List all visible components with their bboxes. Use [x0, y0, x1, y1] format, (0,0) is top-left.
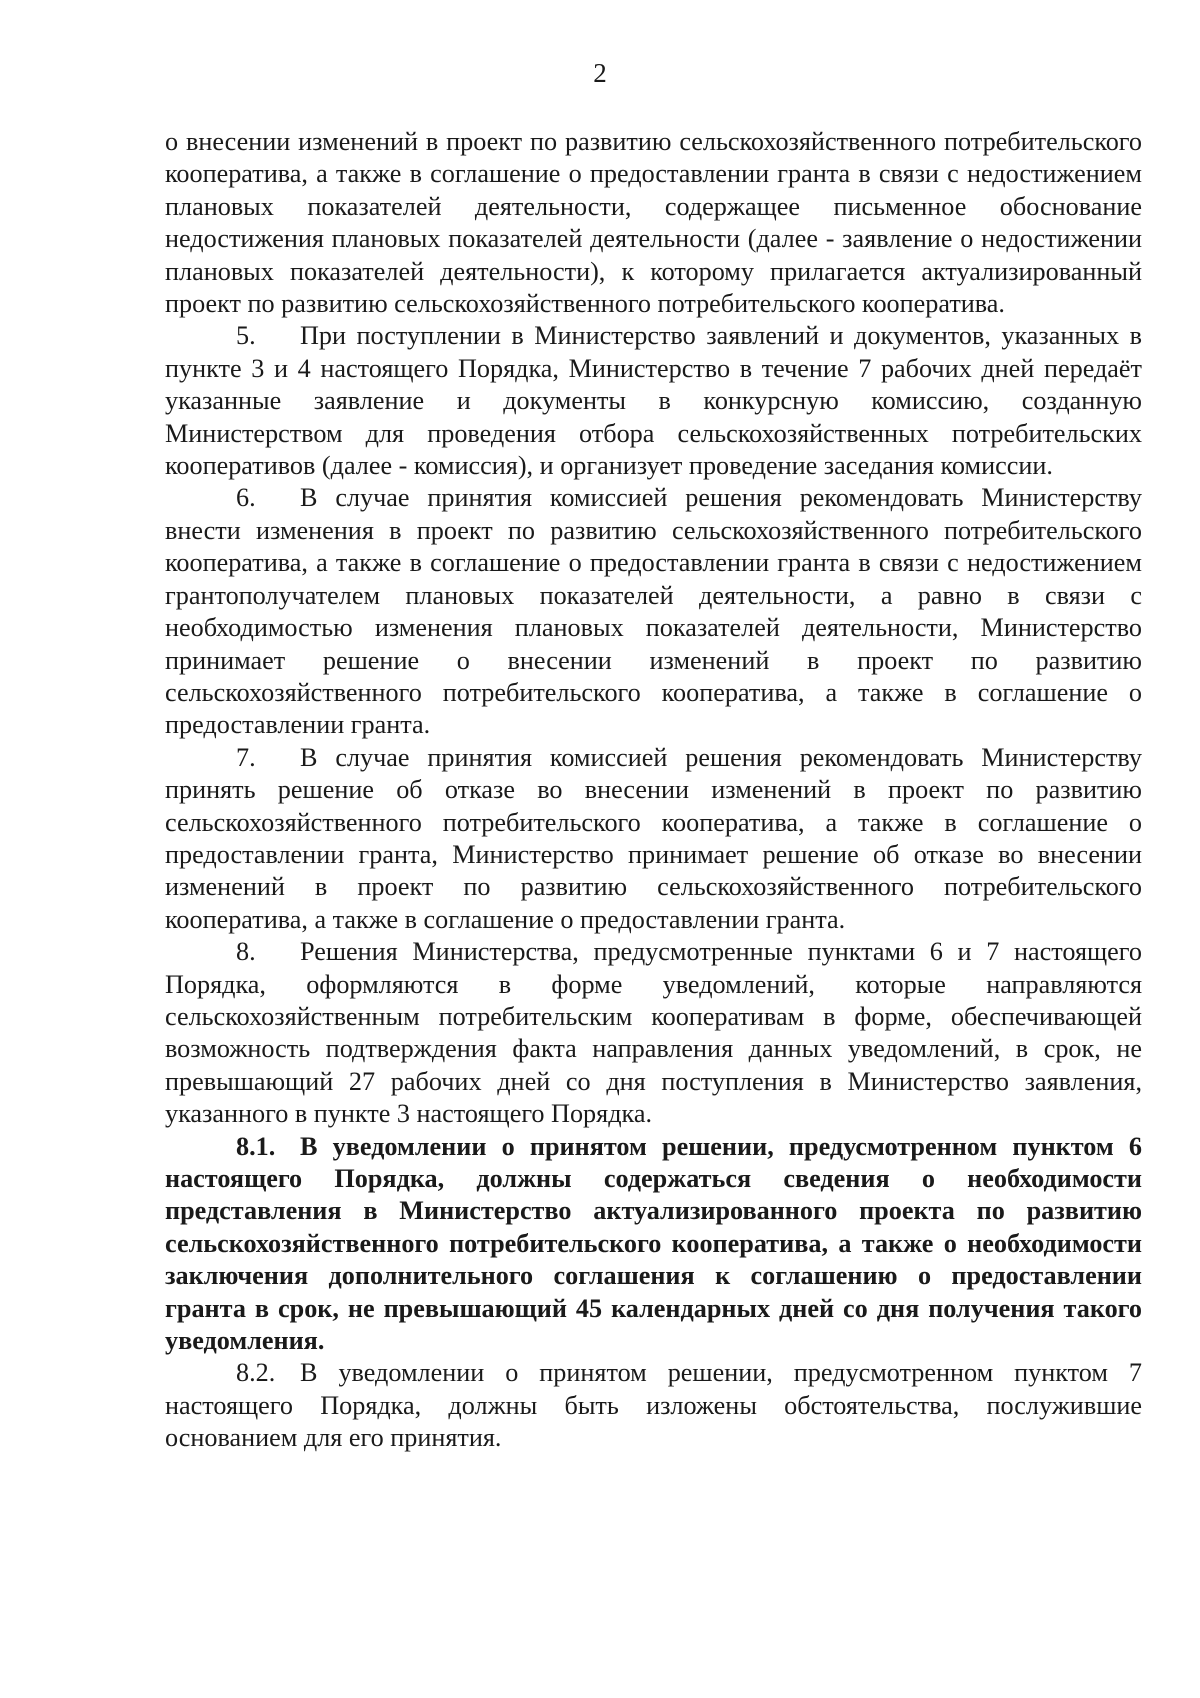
paragraph-continuation	[165, 126, 1142, 320]
paragraph-number: 8.2.	[236, 1358, 276, 1388]
paragraph-text: В случае принятия комиссией решения рекомендовать Министерству внести изменения в проект по развитию сельскохозяйственного потребительского кооператива, а также в соглашение о предоставлении гранта в связи с недостижением грантополучателем плановых показателей деятельности, а равно в связи с необходимостью изменения плановых показателей деятельности, Министерство принимает решение о внесении изменений в проект по развитию сельскохозяйственного потребительского кооператива, а также в соглашение о предоставлении гранта.	[165, 483, 1142, 740]
paragraph-number: 8.	[236, 937, 256, 967]
paragraph-item-5	[165, 320, 1142, 482]
page-number: 2	[593, 58, 607, 88]
paragraph-item-7	[165, 742, 1142, 936]
paragraph-number: 6.	[236, 483, 256, 513]
paragraph-text: В случае принятия комиссией решения рекомендовать Министерству принять решение об отказе во внесении изменений в проект по развитию сельскохозяйственного потребительского кооператива, а также в соглашение о предоставлении гранта, Министерство принимает решение об отказе во внесении изменений в проект по развитию сельскохозяйственного потребительского кооператива, а также в соглашение о предоставлении гранта.	[165, 742, 1142, 934]
paragraph-text: При поступлении в Министерство заявлений и документов, указанных в пункте 3 и 4 настоящего Порядка, Министерство в течение 7 рабочих дней передаёт указанные заявление и документы в конкурсную комиссию, созданную Министерством для проведения отбора сельскохозяйственных потребительских кооперативов (далее - комиссия), и организует проведение заседания комиссии.	[165, 321, 1142, 481]
paragraph-number: 8.1.	[236, 1131, 276, 1161]
paragraph-item-8	[165, 936, 1142, 1130]
paragraph-number: 5.	[236, 321, 256, 351]
paragraph-item-6	[165, 482, 1142, 741]
paragraph-item-8-2	[165, 1357, 1142, 1454]
paragraph-number: 7.	[236, 742, 256, 772]
paragraph-text: Решения Министерства, предусмотренные пунктами 6 и 7 настоящего Порядка, оформляются в форме уведомлений, которые направляются сельскохозяйственным потребительским кооперативам в форме, обеспечивающей возможность подтверждения факта направления данных уведомлений, в срок, не превышающий 27 рабочих дней со дня поступления в Министерство заявления, указанного в пункте 3 настоящего Порядка.	[165, 937, 1142, 1129]
paragraph-item-8-1	[165, 1131, 1142, 1358]
paragraph-text: о внесении изменений в проект по развитию сельскохозяйственного потребительского кооператива, а также в соглашение о предоставлении гранта в связи с недостижением плановых показателей деятельности, содержащее письменное обоснование недостижения плановых показателей деятельности (далее - заявление о недостижении плановых показателей деятельности), к которому прилагается актуализированный проект по развитию сельскохозяйственного потребительского кооператива.	[165, 127, 1142, 319]
document-body	[165, 126, 1142, 1455]
paragraph-text: В уведомлении о принятом решении, предусмотренном пунктом 7 настоящего Порядка, должны быть изложены обстоятельства, послужившие основанием для его принятия.	[165, 1358, 1142, 1453]
paragraph-text: В уведомлении о принятом решении, предусмотренном пунктом 6 настоящего Порядка, должны содержаться сведения о необходимости представления в Министерство актуализированного проекта по развитию сельскохозяйственного потребительского кооператива, а также о необходимости заключения дополнительного соглашения к соглашению о предоставлении гранта в срок, не превышающий 45 календарных дней со дня получения такого уведомления.	[165, 1131, 1142, 1356]
